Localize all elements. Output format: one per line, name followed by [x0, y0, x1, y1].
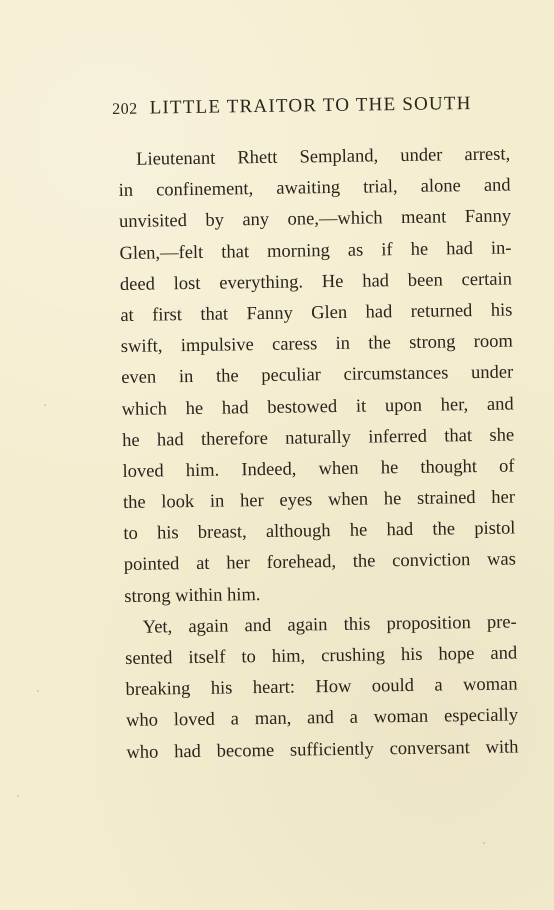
text-line: deed lost everything. He had been certain — [119, 269, 513, 295]
text-line: even in the peculiar circumstances under — [121, 362, 514, 389]
text-line: who had become sufficiently conversant with — [126, 737, 519, 763]
paper-speck — [17, 795, 19, 797]
text-line: in confinement, awaiting trial, alone and — [118, 175, 511, 202]
page-header — [112, 92, 507, 128]
text-line: who loved a man, and a woman especially — [125, 705, 519, 732]
running-head: LITTLE TRAITOR TO THE SOUTH — [149, 92, 472, 119]
text-line: loved him. Indeed, when he thought of — [122, 456, 515, 482]
body-text — [118, 140, 519, 769]
text-line: Glen,—felt that morning as if he had in- — [119, 238, 512, 264]
text-line: pointed at her forehead, the conviction was — [123, 549, 516, 576]
text-line: the look in her eyes when he strained her — [122, 487, 516, 514]
text-line: unvisited by any one,—which meant Fanny — [118, 206, 512, 233]
text-line: he had therefore naturally inferred that she — [121, 425, 515, 451]
text-line: which he had bestowed it upon her, and — [121, 394, 514, 420]
page-number: 202 — [112, 100, 138, 118]
text-line: Lieutenant Rhett Sempland, under arrest, — [136, 144, 511, 170]
text-line: to his breast, although he had the pistol — [123, 518, 516, 545]
text-line: breaking his heart: How oould a woman — [125, 674, 518, 701]
text-line: strong within him. — [124, 584, 261, 607]
text-line: swift, impulsive caress in the strong room — [120, 331, 513, 358]
paper-speck — [44, 404, 46, 406]
paper-speck — [37, 690, 39, 692]
text-line: sented itself to him, crushing his hope and — [125, 643, 518, 669]
text-line: at first that Fanny Glen had returned his — [120, 300, 513, 326]
paper-speck — [483, 842, 485, 844]
text-line: Yet, again and again this proposition pre- — [142, 612, 517, 638]
